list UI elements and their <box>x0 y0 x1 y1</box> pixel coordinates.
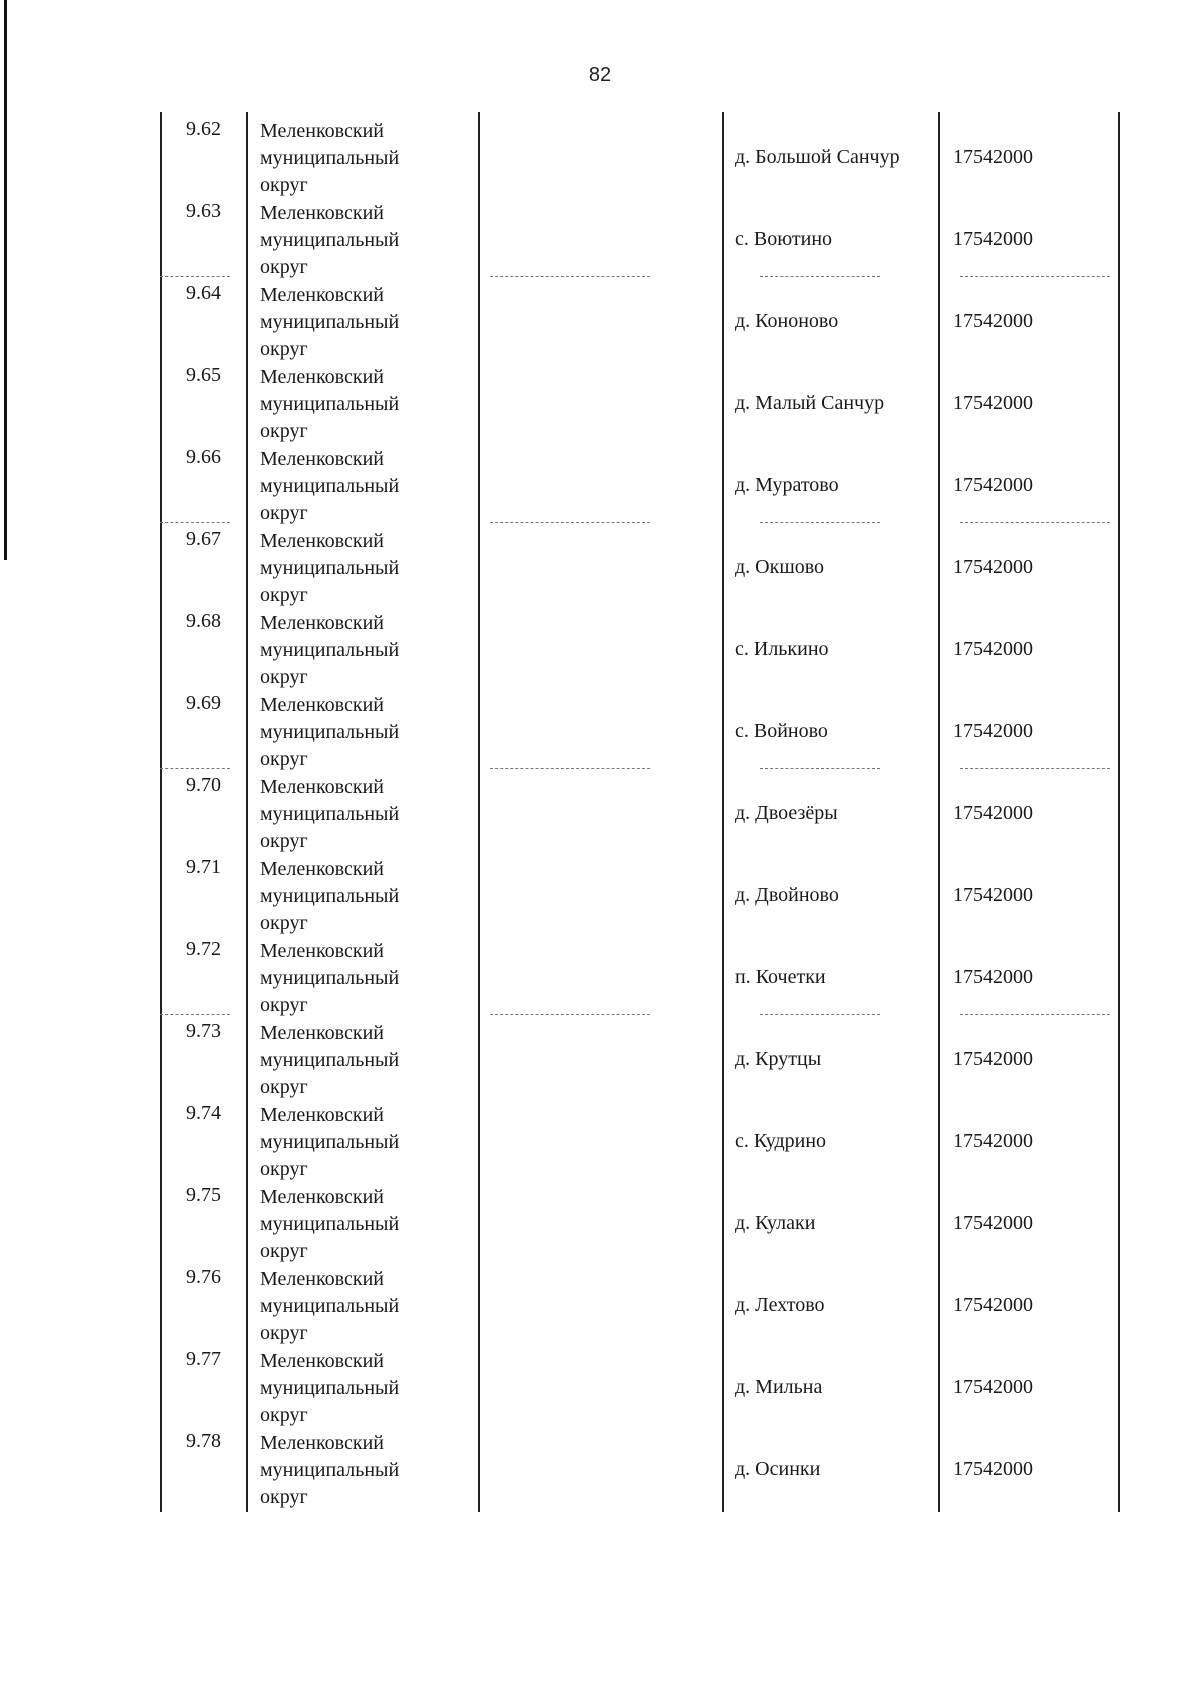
district-name-line: Меленковский <box>260 1432 384 1454</box>
table-row <box>160 358 1120 440</box>
row-separator-fragment <box>760 768 880 770</box>
row-number: 9.74 <box>186 1102 221 1124</box>
district-name <box>260 118 460 199</box>
row-number: 9.63 <box>186 200 221 222</box>
oktmo-code: 17542000 <box>953 228 1033 250</box>
district-name-line: Меленковский <box>260 1022 384 1044</box>
district-name-line: муниципальный <box>260 311 400 333</box>
row-separator-fragment <box>160 1014 230 1016</box>
locality-name: д. Крутцы <box>735 1048 822 1070</box>
oktmo-code: 17542000 <box>953 966 1033 988</box>
district-name <box>260 1184 460 1265</box>
district-name-line: муниципальный <box>260 721 400 743</box>
table-row <box>160 1342 1120 1424</box>
district-name-line: Меленковский <box>260 694 384 716</box>
district-name <box>260 774 460 855</box>
district-name-line: муниципальный <box>260 1213 400 1235</box>
row-number: 9.65 <box>186 364 221 386</box>
oktmo-code: 17542000 <box>953 556 1033 578</box>
table-row <box>160 932 1120 1014</box>
table-row <box>160 1014 1120 1096</box>
district-name-line: округ <box>260 420 308 442</box>
oktmo-code: 17542000 <box>953 146 1033 168</box>
table-row <box>160 1178 1120 1260</box>
row-number: 9.62 <box>186 118 221 140</box>
oktmo-code: 17542000 <box>953 1048 1033 1070</box>
locality-name: с. Воютино <box>735 228 833 250</box>
district-name-line: муниципальный <box>260 147 400 169</box>
locality-name: д. Лехтово <box>735 1294 825 1316</box>
row-separator-fragment <box>960 522 1110 524</box>
district-name-line: округ <box>260 256 308 278</box>
district-name-line: Меленковский <box>260 1350 384 1372</box>
row-separator-fragment <box>760 1014 880 1016</box>
district-name <box>260 364 460 445</box>
locality-name: с. Илькино <box>735 638 829 660</box>
page-number: 82 <box>588 64 612 86</box>
row-separator-fragment <box>160 768 230 770</box>
district-name-line: округ <box>260 830 308 852</box>
district-name-line: округ <box>260 1322 308 1344</box>
locality-name: п. Кочетки <box>735 966 826 988</box>
district-name-line: муниципальный <box>260 1049 400 1071</box>
district-name-line: округ <box>260 1158 308 1180</box>
oktmo-code: 17542000 <box>953 1130 1033 1152</box>
oktmo-code: 17542000 <box>953 720 1033 742</box>
district-name-line: округ <box>260 1240 308 1262</box>
locality-name: д. Малый Санчур <box>735 392 885 414</box>
oktmo-code: 17542000 <box>953 638 1033 660</box>
oktmo-code: 17542000 <box>953 310 1033 332</box>
district-name-line: муниципальный <box>260 475 400 497</box>
row-separator-fragment <box>760 276 880 278</box>
locality-name: д. Кононово <box>735 310 839 332</box>
locality-name: д. Кулаки <box>735 1212 816 1234</box>
locality-name: д. Двойново <box>735 884 839 906</box>
row-number: 9.68 <box>186 610 221 632</box>
district-name-line: округ <box>260 174 308 196</box>
row-number: 9.69 <box>186 692 221 714</box>
table-row <box>160 440 1120 522</box>
oktmo-code: 17542000 <box>953 1294 1033 1316</box>
district-name-line: муниципальный <box>260 557 400 579</box>
district-name-line: округ <box>260 338 308 360</box>
row-separator-fragment <box>960 276 1110 278</box>
district-name-line: Меленковский <box>260 120 384 142</box>
locality-name: д. Мильна <box>735 1376 823 1398</box>
district-name-line: округ <box>260 994 308 1016</box>
row-number: 9.66 <box>186 446 221 468</box>
row-number: 9.64 <box>186 282 221 304</box>
table-row <box>160 850 1120 932</box>
district-name-line: муниципальный <box>260 803 400 825</box>
table-row <box>160 194 1120 276</box>
row-separator-fragment <box>490 768 650 770</box>
district-name <box>260 938 460 1019</box>
row-separator-fragment <box>960 768 1110 770</box>
district-name-line: муниципальный <box>260 1131 400 1153</box>
locality-name: с. Кудрино <box>735 1130 827 1152</box>
row-separator-fragment <box>960 1014 1110 1016</box>
district-name-line: Меленковский <box>260 284 384 306</box>
district-name-line: муниципальный <box>260 885 400 907</box>
oktmo-code: 17542000 <box>953 474 1033 496</box>
row-number: 9.77 <box>186 1348 221 1370</box>
district-name <box>260 282 460 363</box>
district-name-line: Меленковский <box>260 366 384 388</box>
district-name <box>260 610 460 691</box>
table-row <box>160 1260 1120 1342</box>
row-separator-fragment <box>490 522 650 524</box>
table-row <box>160 768 1120 850</box>
district-name-line: Меленковский <box>260 1186 384 1208</box>
district-name <box>260 1266 460 1347</box>
district-name <box>260 1102 460 1183</box>
district-name <box>260 856 460 937</box>
locality-name: с. Войново <box>735 720 828 742</box>
district-name <box>260 1020 460 1101</box>
district-name-line: Меленковский <box>260 530 384 552</box>
district-name-line: Меленковский <box>260 448 384 470</box>
district-name <box>260 528 460 609</box>
row-number: 9.70 <box>186 774 221 796</box>
locality-name: д. Большой Санчур <box>735 146 900 168</box>
district-name-line: муниципальный <box>260 1459 400 1481</box>
row-number: 9.72 <box>186 938 221 960</box>
oktmo-code: 17542000 <box>953 1458 1033 1480</box>
locality-name: д. Муратово <box>735 474 839 496</box>
district-name-line: муниципальный <box>260 393 400 415</box>
district-name-line: округ <box>260 1076 308 1098</box>
district-name-line: Меленковский <box>260 776 384 798</box>
district-name-line: муниципальный <box>260 967 400 989</box>
district-name-line: Меленковский <box>260 612 384 634</box>
district-name-line: Меленковский <box>260 202 384 224</box>
district-name-line: округ <box>260 1486 308 1508</box>
table-row <box>160 276 1120 358</box>
row-separator-fragment <box>760 522 880 524</box>
district-name <box>260 446 460 527</box>
row-number: 9.67 <box>186 528 221 550</box>
table-row <box>160 604 1120 686</box>
district-name-line: округ <box>260 584 308 606</box>
district-name-line: округ <box>260 748 308 770</box>
district-name <box>260 1430 460 1511</box>
locality-name: д. Окшово <box>735 556 825 578</box>
district-name-line: Меленковский <box>260 1268 384 1290</box>
district-name <box>260 692 460 773</box>
table-row <box>160 1096 1120 1178</box>
district-name <box>260 1348 460 1429</box>
table-row <box>160 112 1120 194</box>
settlements-table <box>160 112 1120 1512</box>
district-name-line: муниципальный <box>260 639 400 661</box>
oktmo-code: 17542000 <box>953 1212 1033 1234</box>
row-number: 9.73 <box>186 1020 221 1042</box>
row-separator-fragment <box>160 276 230 278</box>
district-name-line: муниципальный <box>260 229 400 251</box>
district-name-line: округ <box>260 912 308 934</box>
locality-name: д. Осинки <box>735 1458 821 1480</box>
table-row <box>160 522 1120 604</box>
row-separator-fragment <box>490 1014 650 1016</box>
district-name-line: Меленковский <box>260 1104 384 1126</box>
district-name-line: Меленковский <box>260 858 384 880</box>
row-number: 9.71 <box>186 856 221 878</box>
district-name-line: муниципальный <box>260 1377 400 1399</box>
oktmo-code: 17542000 <box>953 392 1033 414</box>
row-number: 9.75 <box>186 1184 221 1206</box>
row-number: 9.76 <box>186 1266 221 1288</box>
district-name-line: округ <box>260 666 308 688</box>
district-name-line: округ <box>260 502 308 524</box>
locality-name: д. Двоезёры <box>735 802 838 824</box>
row-separator-fragment <box>160 522 230 524</box>
row-number: 9.78 <box>186 1430 221 1452</box>
table-row <box>160 686 1120 768</box>
table-row <box>160 1424 1120 1506</box>
district-name-line: муниципальный <box>260 1295 400 1317</box>
district-name-line: округ <box>260 1404 308 1426</box>
district-name <box>260 200 460 281</box>
row-separator-fragment <box>490 276 650 278</box>
oktmo-code: 17542000 <box>953 802 1033 824</box>
oktmo-code: 17542000 <box>953 1376 1033 1398</box>
district-name-line: Меленковский <box>260 940 384 962</box>
oktmo-code: 17542000 <box>953 884 1033 906</box>
